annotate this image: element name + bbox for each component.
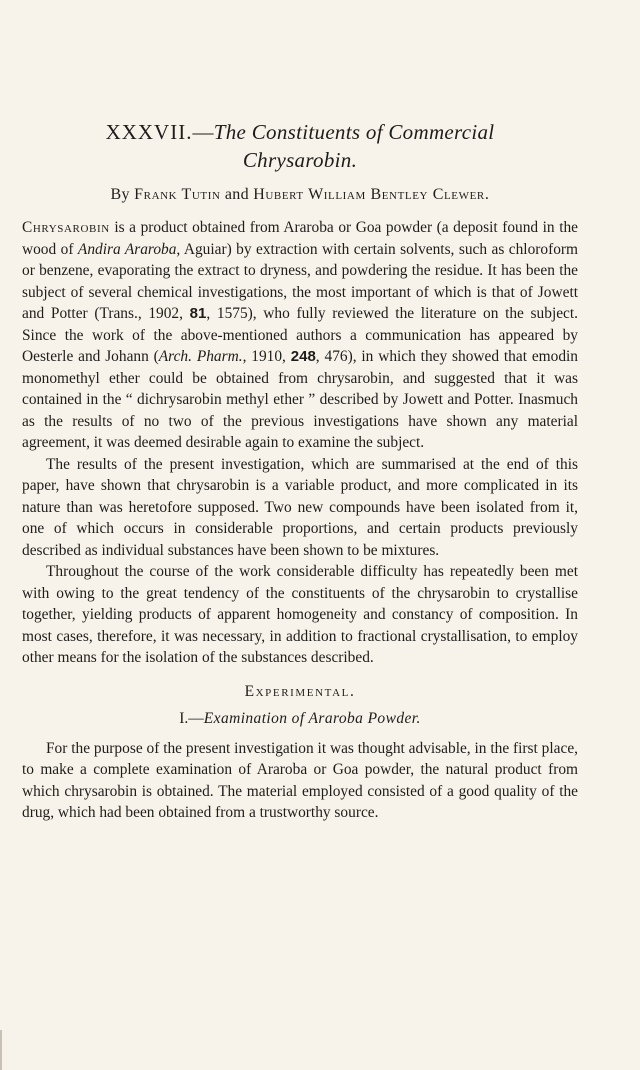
subsection-number: I.— xyxy=(179,709,204,727)
page xyxy=(22,118,578,824)
byline xyxy=(22,186,578,204)
title-dash: — xyxy=(192,120,214,144)
p1-text-2: Aguiar) by extraction with certain solvents, such as chloroform or benzene, evaporating the extract to dryness, and powdering the residue. It has been the subject of several chemical investigations, the most important of which is that of Jowett and Potter (Trans., 1902, xyxy=(22,240,579,322)
author-1: Frank Tutin xyxy=(134,186,221,203)
page-edge-mark xyxy=(0,1030,2,1070)
p1-text-1: is a product obtained from Araroba or Goa powder (a deposit found in the wood of xyxy=(22,219,578,258)
article-title-line1 xyxy=(22,118,578,146)
byline-prefix: By xyxy=(110,186,130,203)
paragraph-3: Throughout the course of the work considerable difficulty has repeatedly been met with owing to the great tendency of the constituents of the chrysarobin to crystallise together, yielding products of apparent homogeneity and constancy of composition. In most cases, therefore, it was necessary, in addition to fractional crystallisation, to employ other means for the isolation of the substances described. xyxy=(22,563,578,666)
subsection-heading xyxy=(22,710,578,728)
title-text-line1: The Constituents of Commercial xyxy=(213,120,495,144)
article-number: XXXVII. xyxy=(105,120,193,144)
volume-1: 81 xyxy=(189,305,207,322)
article-title xyxy=(22,118,578,174)
lead-word: Chrysarobin xyxy=(22,219,110,236)
article-title-line2: Chrysarobin. xyxy=(242,148,358,172)
author-2: Hubert William Bentley Clewer. xyxy=(253,186,490,203)
p1-text-5: , 476), in which they showed that emodin monomethyl ether could be obtained from chrysarobin, and suggested that it was contained in the “ dichrysarobin methyl ether ” described by Jowett and Potter. Inasmuch as the results of no two of the previous investigations have shown any material agreement, it was deemed desirable again to examine the subject. xyxy=(22,348,578,451)
subsection-title: Examination of Araroba Powder. xyxy=(203,709,421,727)
p1-text-3: , 1575), who fully reviewed the literature on the subject. Since the work of the above-mentioned authors a communication has appeared by Oesterle and Johann ( xyxy=(22,305,579,365)
paragraph-2: The results of the present investigation, which are summarised at the end of this paper, have shown that chrysarobin is a variable product, and more complicated in its nature than was heretofore supposed. Two new compounds have been isolated from it, one of which occurs in considerable proportions, and certain products previously described as individual substances have been shown to be mixtures. xyxy=(22,455,578,559)
journal-name: Arch. Pharm. xyxy=(158,348,243,365)
species-name: Andira Araroba, xyxy=(77,240,181,258)
p1-text-4: , 1910, xyxy=(242,348,291,365)
paragraph-4: For the purpose of the present investigation it was thought advisable, in the first place, to make a complete examination of Araroba or Goa powder, the natural product from which chrysarobin is obtained. The material employed consisted of a good quality of the drug, which had been obtained from a trustworthy source. xyxy=(22,739,578,821)
volume-2: 248 xyxy=(290,348,316,365)
section-heading: Experimental. xyxy=(244,682,356,700)
byline-and: and xyxy=(224,186,249,203)
paragraph-1 xyxy=(22,217,578,454)
